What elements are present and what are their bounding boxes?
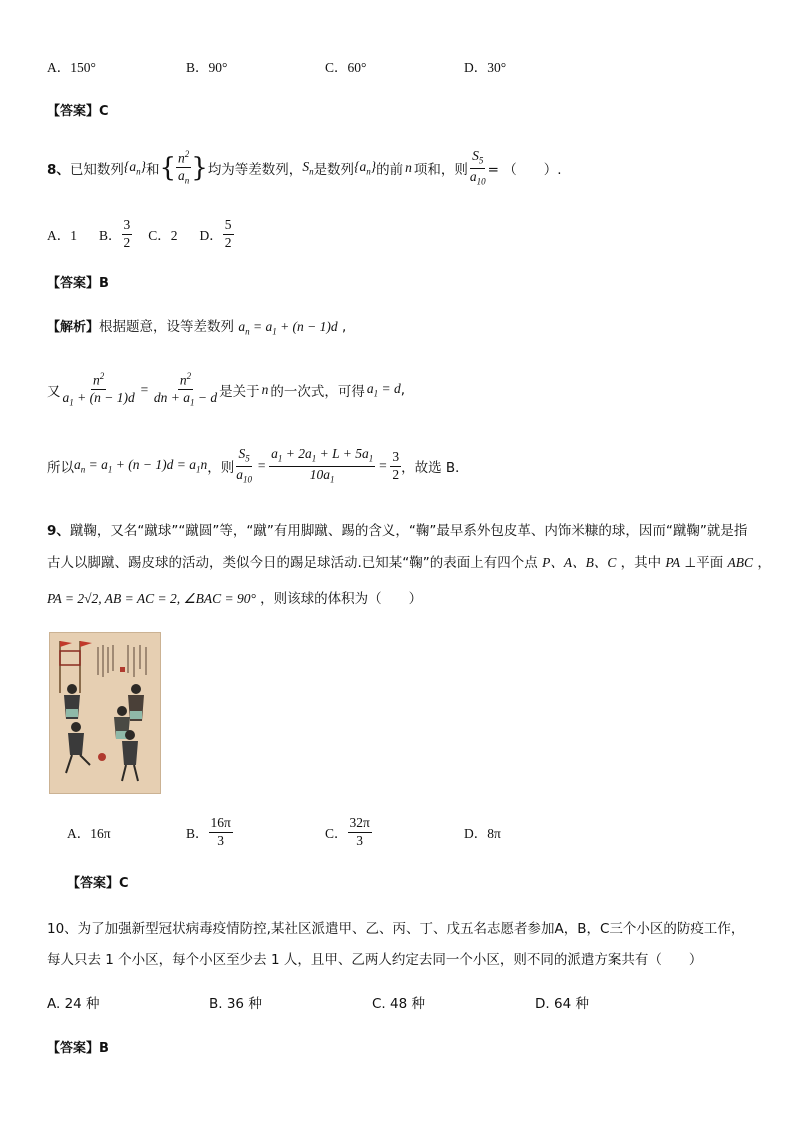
q10-option-a: A. 24 种 bbox=[47, 996, 100, 1012]
cuju-painting-image bbox=[49, 632, 161, 794]
q8-formula-an-2: $a_n = a_1 + (n - 1)d = a_1n$ bbox=[74, 457, 208, 475]
q8-frac-line2-right: $\frac{n^2}{dn + a_1 - d}$ bbox=[153, 370, 218, 408]
q8-analysis-text-2b: 是关于 bbox=[219, 384, 260, 400]
q9-text-2a: 古人以脚蹴、踢皮球的活动，类似今日的踢足球活动.已知某“鞠”的表面上有四个点 bbox=[47, 555, 538, 571]
q8-analysis-text-2a: 又 bbox=[47, 384, 61, 400]
q9-line-3 bbox=[47, 587, 422, 607]
q8-analysis-text-3c: ，故选 B． bbox=[401, 460, 469, 476]
q8-analysis-text-3a: 所以 bbox=[47, 460, 74, 476]
q8-analysis-text-2c: 的一次式，可得 bbox=[270, 384, 365, 400]
q9-frac-c: $\frac{32\pi}{3}$ bbox=[349, 814, 370, 848]
q9-conditions: PA = 2√2, AB = AC = 2, ∠BAC = 90° bbox=[47, 591, 256, 606]
q8-sn: $S_n$ bbox=[302, 159, 314, 177]
q8-number: 8、 bbox=[47, 162, 70, 178]
q8-a1-eq-d: $a_1 = d$ bbox=[366, 381, 401, 399]
q8-frac-n2-an: $\frac{n^2}{a_n}$ bbox=[178, 148, 190, 186]
q10-option-c: C. 48 种 bbox=[372, 996, 425, 1012]
q9-option-b: B． bbox=[186, 826, 209, 841]
q9-option-d: D．8π bbox=[464, 826, 501, 841]
q10-answer: 【答案】B bbox=[47, 1041, 109, 1056]
q8-frac-sum: $\frac{a_1 + 2a_1 + L + 5a_1}{10a_1}$ bbox=[271, 445, 374, 485]
q8-frac-3-2: $\frac{3}{2}$ bbox=[123, 216, 131, 250]
q8-text-2: 和 bbox=[145, 162, 160, 178]
q8-brace-left: { bbox=[159, 153, 177, 183]
q8-option-b: B． bbox=[99, 228, 122, 243]
q7-option-a: A．150° bbox=[47, 60, 96, 75]
q8-analysis-label: 【解析】 bbox=[47, 320, 100, 335]
q8-stem bbox=[47, 146, 562, 190]
q8-analysis-2: 又 $\frac{n^2}{a_1 + (n - 1)d}$ = $\frac{n^2}{dn + a_1 - d}$ 是关于 n 的一次式，可得 $a_1 = d$ , bbox=[47, 370, 406, 408]
q8-seq-an: $\{a_n\}$ bbox=[123, 159, 146, 177]
q9-answer: 【答案】C bbox=[67, 876, 129, 891]
q9-text-3b: ，则该球的体积为（ ） bbox=[260, 591, 423, 607]
q8-frac-s5-a10-2: $\frac{S_5}{a_{10}}$ bbox=[236, 445, 252, 485]
q8-analysis-1: 【解析】根据题意，设等差数列 $a_n = a_1 + (n - 1)d$ , bbox=[47, 319, 347, 337]
q8-text-4: 是数列 bbox=[313, 162, 355, 178]
q10-option-d: D. 64 种 bbox=[535, 996, 589, 1012]
q8-text-6: 项和，则 bbox=[413, 162, 468, 178]
q8-frac-5-2: $\frac{5}{2}$ bbox=[224, 216, 232, 250]
q8-text-5: 的前 bbox=[376, 162, 404, 178]
q7-option-c: C．60° bbox=[325, 60, 367, 75]
q8-frac-s5-a10: $\frac{S_5}{a_{10}}$ bbox=[469, 147, 486, 187]
q8-options bbox=[47, 214, 234, 254]
q8-formula-an: $a_n = a_1 + (n - 1)d$ bbox=[238, 319, 338, 337]
q9-text-2c: ，其中 bbox=[620, 555, 662, 571]
q9-option-a: A．16π bbox=[67, 826, 111, 841]
q8-frac-3-2-result: $\frac{3}{2}$ bbox=[392, 448, 400, 482]
q9-option-c-wrap bbox=[325, 812, 372, 852]
q10-option-b: B. 36 种 bbox=[209, 996, 262, 1012]
q8-option-c: C．2 bbox=[148, 228, 178, 243]
q9-text-2g: ， bbox=[757, 555, 771, 571]
q8-n: n bbox=[405, 160, 412, 175]
q8-seq-an-2: $\{a_n\}$ bbox=[354, 159, 377, 177]
q8-text-1: 已知数列 bbox=[69, 162, 124, 178]
q9-line-1 bbox=[47, 519, 747, 539]
q9-pa: PA bbox=[665, 555, 681, 570]
q9-frac-b: $\frac{16\pi}{3}$ bbox=[210, 814, 231, 848]
cuju-painting-graphic bbox=[50, 633, 160, 793]
q8-option-d: D． bbox=[199, 228, 223, 243]
q7-answer: 【答案】C bbox=[47, 104, 109, 119]
q9-option-b-wrap bbox=[186, 812, 233, 852]
q8-text-3: 均为等差数列， bbox=[207, 162, 303, 178]
q8-brace-right: } bbox=[191, 153, 208, 183]
q8-analysis-3: 所以 $a_n = a_1 + (n - 1)d = a_1n$ ，则 $\frac{S_5}{a_{10}}$ = $\frac{a_1 + 2a_1 + L + 5a_1}{10a_1}$ = $\frac{3}{2}$ ，故选 B． bbox=[47, 445, 469, 485]
q8-option-a: A．1 bbox=[47, 228, 77, 243]
q9-number: 9、 bbox=[47, 523, 70, 539]
q7-option-d: D．30° bbox=[464, 60, 507, 75]
q9-text-1: 蹴鞠，又名“蹴球”“蹴圆”等，“蹴”有用脚蹴、踢的含义，“鞠”最早系外包皮革、内饰米糠的球，因而“蹴鞠”就是指 bbox=[69, 523, 748, 539]
q9-option-c: C． bbox=[325, 826, 348, 841]
q8-analysis-text-1: 根据题意，设等差数列 bbox=[99, 319, 235, 335]
q8-text-7: = （ ）. bbox=[487, 162, 562, 178]
q7-option-b: B．90° bbox=[186, 60, 228, 75]
q8-answer: 【答案】B bbox=[47, 276, 109, 291]
q9-abc: ABC bbox=[727, 555, 754, 570]
q9-points: P、A、B、C bbox=[542, 555, 617, 570]
q10-line-2: 每人只去 1 个小区，每个小区至少去 1 人，且甲、乙两人约定去同一个小区，则不同的派遣方案共有（ ） bbox=[47, 952, 703, 968]
q8-frac-line2-left: $\frac{n^2}{a_1 + (n - 1)d}$ bbox=[62, 370, 135, 408]
q9-text-2e: ⊥平面 bbox=[684, 555, 724, 571]
q10-line-1: 10、为了加强新型冠状病毒疫情防控,某社区派遣甲、乙、丙、丁、戊五名志愿者参加A，B，C三个小区的防疫工作， bbox=[47, 921, 745, 937]
q9-line-2 bbox=[47, 551, 771, 571]
q8-analysis-text-3b: ，则 bbox=[207, 460, 235, 476]
